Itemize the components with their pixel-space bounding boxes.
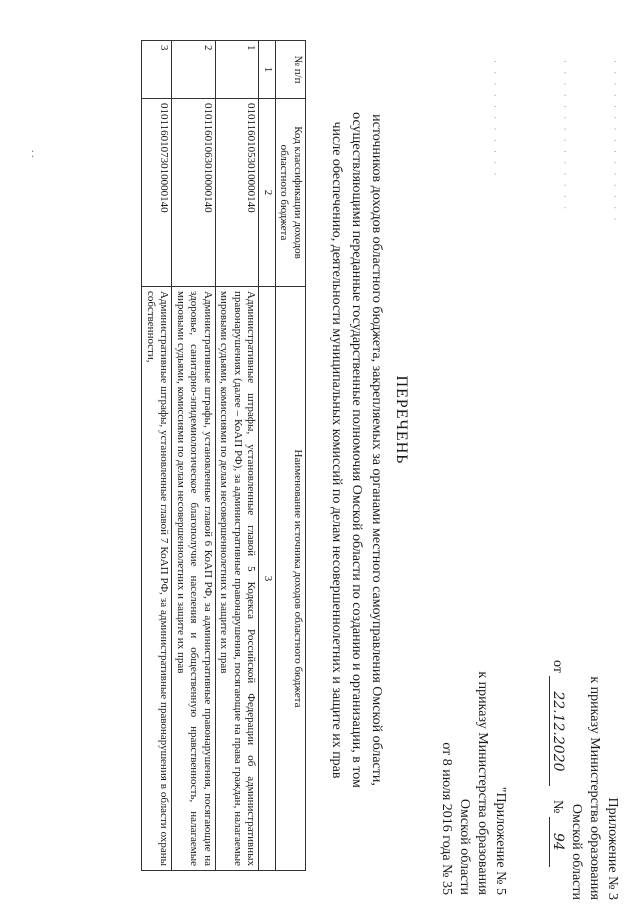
table-row bbox=[216, 41, 260, 871]
row-name: Административные штрафы, установленные главой 7 КоАП РФ, за административные правонарушения в области охраны собственности, bbox=[142, 287, 172, 871]
table-row bbox=[172, 41, 216, 871]
prior-appendix-number: "Приложение № 5 bbox=[493, 786, 508, 895]
title-description bbox=[326, 20, 386, 880]
row-name: Административные штрафы, установленные главой 5 Кодекса Российской Федерации об административных правонарушениях (далее – КоАП РФ), за административные правонарушения, посягающие на права граждан, налагаемые мировыми судьями, комиссиями по делам несовершеннолетних и защите их прав bbox=[216, 287, 260, 871]
date-prefix: от bbox=[550, 660, 565, 673]
order-reference: к приказу Министерства образования bbox=[587, 676, 602, 900]
region-name: Омской области bbox=[569, 803, 584, 900]
document-title: ПЕРЕЧЕНЬ bbox=[393, 375, 410, 465]
column-number: 2 bbox=[259, 99, 276, 287]
column-header-code: Код классификации доходов областного бюджета bbox=[276, 99, 306, 287]
prior-order-date: от 8 июля 2016 года № 35 bbox=[439, 742, 454, 895]
prior-region-name: Омской области bbox=[457, 798, 472, 895]
row-number: 1 bbox=[216, 41, 260, 99]
table-header-row bbox=[276, 41, 306, 871]
scan-noise: · · · · · · · · · · · · · · bbox=[560, 60, 570, 213]
title-line: осуществляющими переданные государственные полномочия Омской области по созданию и организации, в том bbox=[349, 112, 364, 788]
order-date: 22.12.2020 bbox=[549, 676, 566, 786]
row-code: 01011601063010000140 bbox=[172, 99, 216, 287]
row-name: Административные штрафы, установленные главой 6 КоАП РФ, за административные правонарушения, посягающие на здоровье, санитарно-эпидемиологическое благополучие населения и общественную нравственность, налагаемые мировыми судьями, комиссиями по делам несовершеннолетних и защите их прав bbox=[172, 287, 216, 871]
revenue-sources-table bbox=[142, 40, 307, 871]
row-code: 01011601073010000140 bbox=[142, 99, 172, 287]
table-row bbox=[142, 41, 172, 871]
scan-noise: · · · · · · · · · · · · · · · bbox=[610, 60, 620, 224]
title-line: источников доходов областного бюджета, закрепляемых за органами местного самоуправления Омской области, bbox=[369, 114, 384, 786]
column-number: 3 bbox=[259, 287, 276, 871]
column-header-name: Наименование источника доходов областного бюджета bbox=[276, 287, 306, 871]
order-number: 94 bbox=[549, 817, 566, 867]
title-block bbox=[388, 120, 410, 720]
row-number: 2 bbox=[172, 41, 216, 99]
number-prefix: № bbox=[550, 799, 565, 814]
order-date-line bbox=[549, 660, 566, 900]
scan-noise: · · · · · · · · · · · bbox=[490, 60, 500, 179]
column-header-num: № п/п bbox=[276, 41, 306, 99]
appendix-number: Приложение № 3 bbox=[605, 797, 620, 900]
row-number: 3 bbox=[142, 41, 172, 99]
column-number-row bbox=[259, 41, 276, 871]
title-line: числе обеспечению, деятельности муниципальных комиссий по делам несовершеннолетних и защите их прав bbox=[329, 121, 344, 779]
stray-marks: . . bbox=[29, 150, 40, 158]
row-code: 01011601053010000140 bbox=[216, 99, 260, 287]
prior-order-reference: к приказу Министерства образования bbox=[475, 671, 490, 895]
column-number: 1 bbox=[259, 41, 276, 99]
